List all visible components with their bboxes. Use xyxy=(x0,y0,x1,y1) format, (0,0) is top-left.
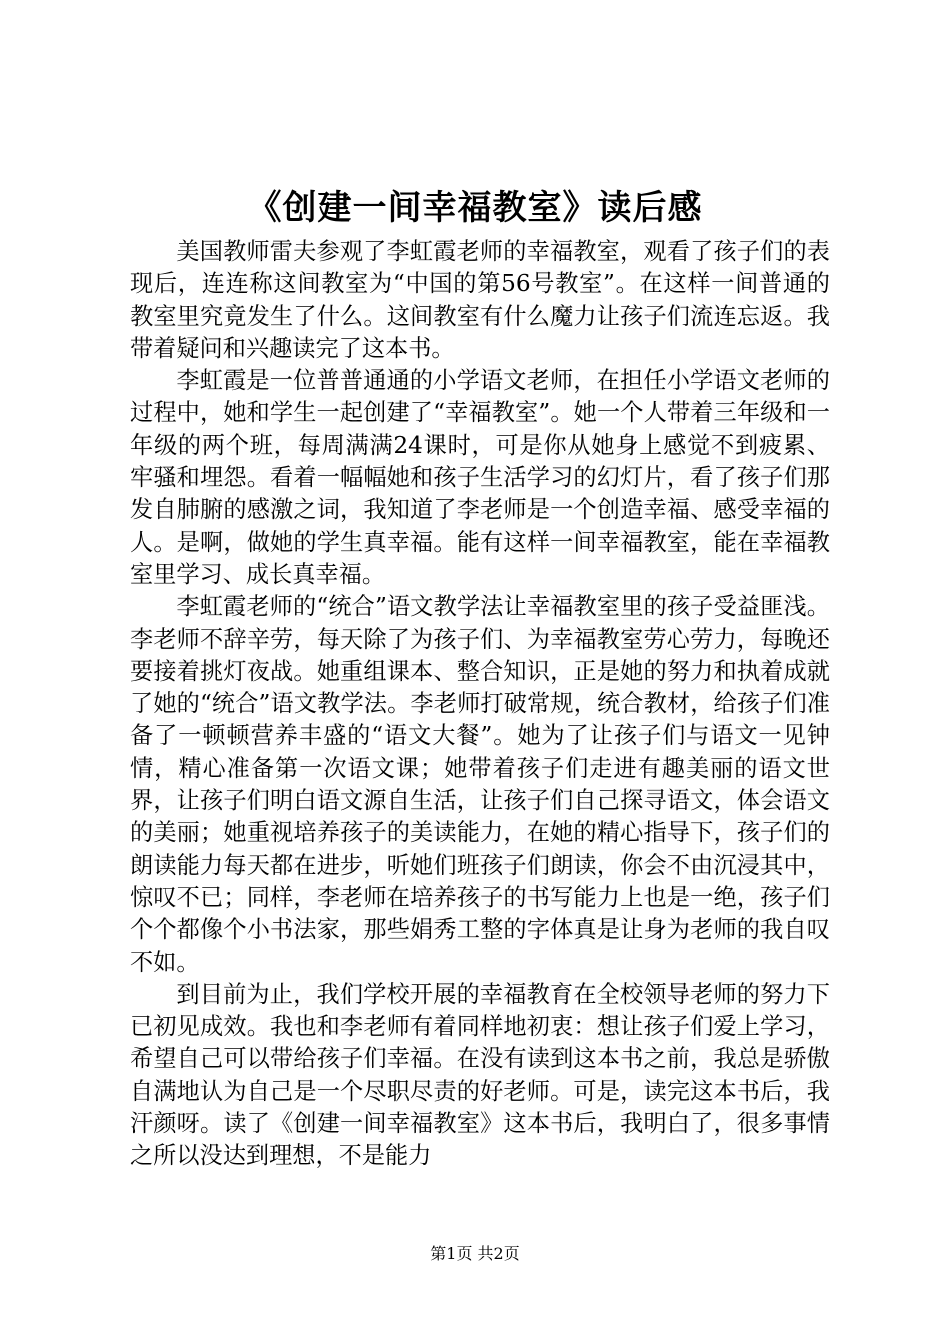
paragraph: 李虹霞是一位普普通通的小学语文老师，在担任小学语文老师的过程中，她和学生一起创建了“幸福教室”。她一个人带着三年级和一年级的两个班，每周满满24课时，可是你从她身上感觉不到疲累、牢骚和埋怨。看着一幅幅她和孩子生活学习的幻灯片，看了孩子们那发自肺腑的感激之词，我知道了李老师是一个创造幸福、感受幸福的人。是啊，做她的学生真幸福。能有这样一间幸福教室，能在幸福教室里学习、成长真幸福。 xyxy=(130,367,830,588)
paragraph: 美国教师雷夫参观了李虹霞老师的幸福教室，观看了孩子们的表现后，连连称这间教室为“中国的第56号教室”。在这样一间普通的教室里究竟发生了什么。这间教室有什么魔力让孩子们流连忘返。我带着疑问和兴趣读完了这本书。 xyxy=(130,238,830,362)
document-body xyxy=(130,236,830,1196)
page-number-footer: 第1页 共2页 xyxy=(430,1244,520,1263)
paragraph: 到目前为止，我们学校开展的幸福教育在全校领导老师的努力下已初见成效。我也和李老师有着同样地初衷：想让孩子们爱上学习，希望自己可以带给孩子们幸福。在没有读到这本书之前，我总是骄傲自满地认为自己是一个尽职尽责的好老师。可是，读完这本书后，我汗颜呀。读了《创建一间幸福教室》这本书后，我明白了，很多事情之所以没达到理想，不是能力 xyxy=(130,980,830,1170)
document-title: 《创建一间幸福教室》读后感 xyxy=(247,188,703,228)
paragraph: 李虹霞老师的“统合”语文教学法让幸福教室里的孩子受益匪浅。李老师不辞辛劳，每天除了为孩子们、为幸福教室劳心劳力，每晚还要接着挑灯夜战。她重组课本、整合知识，正是她的努力和执着成就了她的“统合”语文教学法。李老师打破常规，统合教材，给孩子们准备了一顿顿营养丰盛的“语文大餐”。她为了让孩子们与语文一见钟情，精心准备第一次语文课；她带着孩子们走进有趣美丽的语文世界，让孩子们明白语文源自生活，让孩子们自己探寻语文，体会语文的美丽；她重视培养孩子的美读能力，在她的精心指导下，孩子们的朗读能力每天都在进步，听她们班孩子们朗读，你会不由沉浸其中，惊叹不已；同样，李老师在培养孩子的书写能力上也是一绝，孩子们个个都像个小书法家，那些娟秀工整的字体真是让身为老师的我自叹不如。 xyxy=(130,593,830,976)
